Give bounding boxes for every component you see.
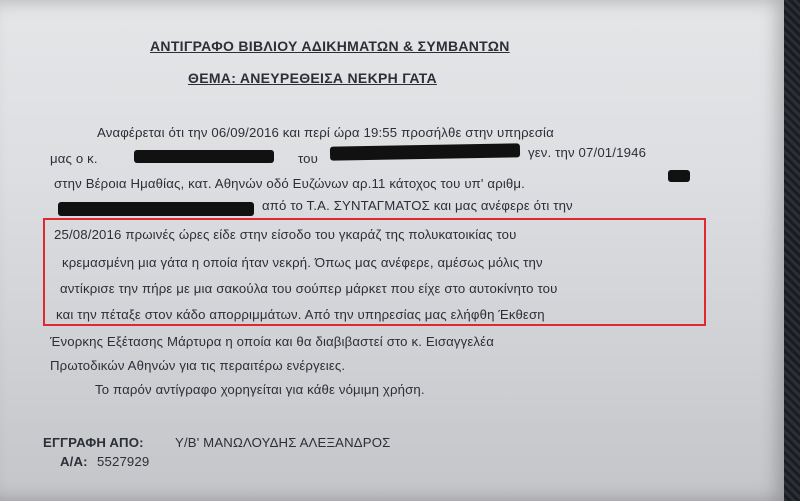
body-line: 25/08/2016 πρωινές ώρες είδε στην είσοδο του γκαράζ της πολυκατοικίας του xyxy=(54,227,517,242)
document-heading: ΑΝΤΙΓΡΑΦΟ ΒΙΒΛΙΟΥ ΑΔΙΚΗΜΑΤΩΝ & ΣΥΜΒΑΝΤΩΝ xyxy=(150,38,510,54)
redaction-bar xyxy=(668,170,690,182)
redaction-bar xyxy=(134,150,274,163)
body-line: και την πέταξε στον κάδο απορριμμάτων. Από την υπηρεσίας μας ελήφθη Έκθεση xyxy=(56,307,545,322)
signature-name: Υ/Β' ΜΑΝΩΛΟΥΔΗΣ ΑΛΕΞΑΝΔΡΟΣ xyxy=(175,435,391,450)
aa-label: Α/Α: xyxy=(60,454,88,469)
body-line: Ένορκης Εξέτασης Μάρτυρα η οποία και θα διαβιβαστεί στο κ. Εισαγγελέα xyxy=(50,334,494,349)
aa-value: 5527929 xyxy=(97,454,150,469)
background-fabric xyxy=(784,0,800,501)
body-line: Πρωτοδικών Αθηνών για τις περαιτέρω ενέργειες. xyxy=(50,358,346,373)
body-line: Αναφέρεται ότι την 06/09/2016 και περί ώρα 19:55 προσήλθε στην υπηρεσία xyxy=(97,125,554,140)
body-line: μας ο κ. xyxy=(50,151,98,166)
body-line: από το Τ.Α. ΣΥΝΤΑΓΜΑΤΟΣ και μας ανέφερε ότι την xyxy=(262,198,573,213)
body-line: του xyxy=(298,151,319,166)
red-highlight-box xyxy=(43,218,706,326)
body-line: γεν. την 07/01/1946 xyxy=(528,145,647,160)
body-line: κρεμασμένη μια γάτα η οποία ήταν νεκρή. Όπως μας ανέφερε, αμέσως μόλις την xyxy=(62,255,543,270)
redaction-bar xyxy=(58,202,254,216)
body-line: Το παρόν αντίγραφο χορηγείται για κάθε νόμιμη χρήση. xyxy=(95,382,425,397)
document-subject: ΘΕΜΑ: ΑΝΕΥΡΕΘΕΙΣΑ ΝΕΚΡΗ ΓΑΤΑ xyxy=(188,70,437,86)
body-line: στην Βέροια Ημαθίας, κατ. Αθηνών οδό Ευζώνων αρ.11 κάτοχος του υπ' αριθμ. xyxy=(54,176,525,191)
redaction-bar xyxy=(330,143,520,160)
signature-label: ΕΓΓΡΑΦΗ ΑΠΟ: xyxy=(43,435,144,450)
body-line: αντίκρισε την πήρε με μια σακούλα του σούπερ μάρκετ που είχε στο αυτοκίνητο του xyxy=(60,281,558,296)
